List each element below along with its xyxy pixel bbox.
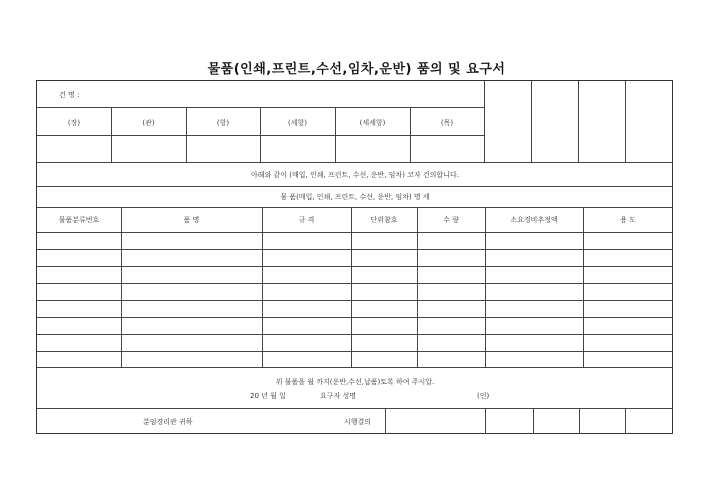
divider-row bbox=[37, 351, 673, 352]
divider-caption bbox=[37, 207, 673, 208]
footer-grid-line bbox=[533, 408, 534, 434]
recipient-label: 분임경리관 귀하 bbox=[143, 418, 193, 426]
divider-row bbox=[37, 249, 673, 250]
column-quantity: 수 량 bbox=[443, 216, 459, 224]
budget-grid-line bbox=[111, 107, 112, 162]
budget-grid-line bbox=[260, 107, 261, 162]
requester-name-label: 요구자 성명 bbox=[320, 392, 357, 400]
item-grid-line bbox=[417, 207, 418, 367]
footer-grid-line bbox=[485, 408, 486, 434]
divider-row bbox=[37, 283, 673, 284]
document-title: 물품(인쇄,프린트,수선,임차,운반) 품의 및 요구서 bbox=[207, 62, 506, 77]
approval-grid-line bbox=[578, 81, 579, 162]
divider-row bbox=[37, 266, 673, 267]
divider-columns bbox=[37, 232, 673, 233]
closing-line-1: 위 물품을 월 까지(운반,수선,납품)토록 하여 주시압. bbox=[275, 378, 435, 386]
budget-header-gwan: (관) bbox=[142, 119, 155, 127]
column-item-name: 품 명 bbox=[183, 216, 200, 224]
divider-closing bbox=[37, 367, 673, 368]
approval-label: 시행결의 bbox=[343, 418, 372, 426]
column-spec: 규 격 bbox=[298, 216, 315, 224]
request-form bbox=[36, 80, 673, 434]
budget-header-jang: (장) bbox=[67, 119, 81, 127]
budget-header-sesehang: (세세항) bbox=[359, 119, 386, 127]
column-estimated-cost: 소요경비추정액 bbox=[510, 216, 558, 224]
column-purpose: 용 도 bbox=[620, 216, 636, 224]
divider-request bbox=[37, 186, 673, 187]
footer-grid-line bbox=[579, 408, 580, 434]
budget-header-sehang: (세항) bbox=[288, 119, 307, 127]
budget-grid-line bbox=[335, 107, 336, 162]
subject-label: 건 명 : bbox=[59, 91, 80, 99]
divider-budget bbox=[37, 162, 673, 163]
budget-header-hang: (항) bbox=[216, 119, 230, 127]
approval-grid-line bbox=[625, 81, 626, 162]
budget-grid-line bbox=[410, 107, 411, 162]
divider-row bbox=[37, 317, 673, 318]
footer-grid-line bbox=[625, 408, 626, 434]
divider-row bbox=[37, 300, 673, 301]
item-grid-line bbox=[262, 207, 263, 367]
column-item-number: 물품분류번호 bbox=[58, 216, 100, 224]
divider-footer bbox=[37, 408, 673, 409]
closing-date: 20 년 월 일 bbox=[250, 392, 286, 400]
item-grid-line bbox=[485, 207, 486, 367]
approval-grid-line bbox=[531, 81, 532, 162]
budget-header-mok: (목) bbox=[440, 119, 454, 127]
budget-grid-line bbox=[186, 107, 187, 162]
column-unit: 단위참호 bbox=[370, 216, 398, 224]
item-grid-line bbox=[351, 207, 352, 367]
item-grid-line bbox=[121, 207, 122, 367]
footer-grid-line bbox=[385, 408, 386, 434]
approval-grid-line bbox=[484, 81, 485, 162]
request-text: 아래와 같이 (매입, 인쇄, 프린트, 수선, 운반, 임차) 코자 건의합니다. bbox=[251, 171, 459, 179]
divider-row bbox=[37, 334, 673, 335]
detail-caption: 물 품(매입, 인쇄, 프린트, 수선, 운반, 임차) 명 세 bbox=[280, 193, 430, 201]
seal-label: (인) bbox=[477, 392, 490, 400]
item-grid-line bbox=[583, 207, 584, 367]
